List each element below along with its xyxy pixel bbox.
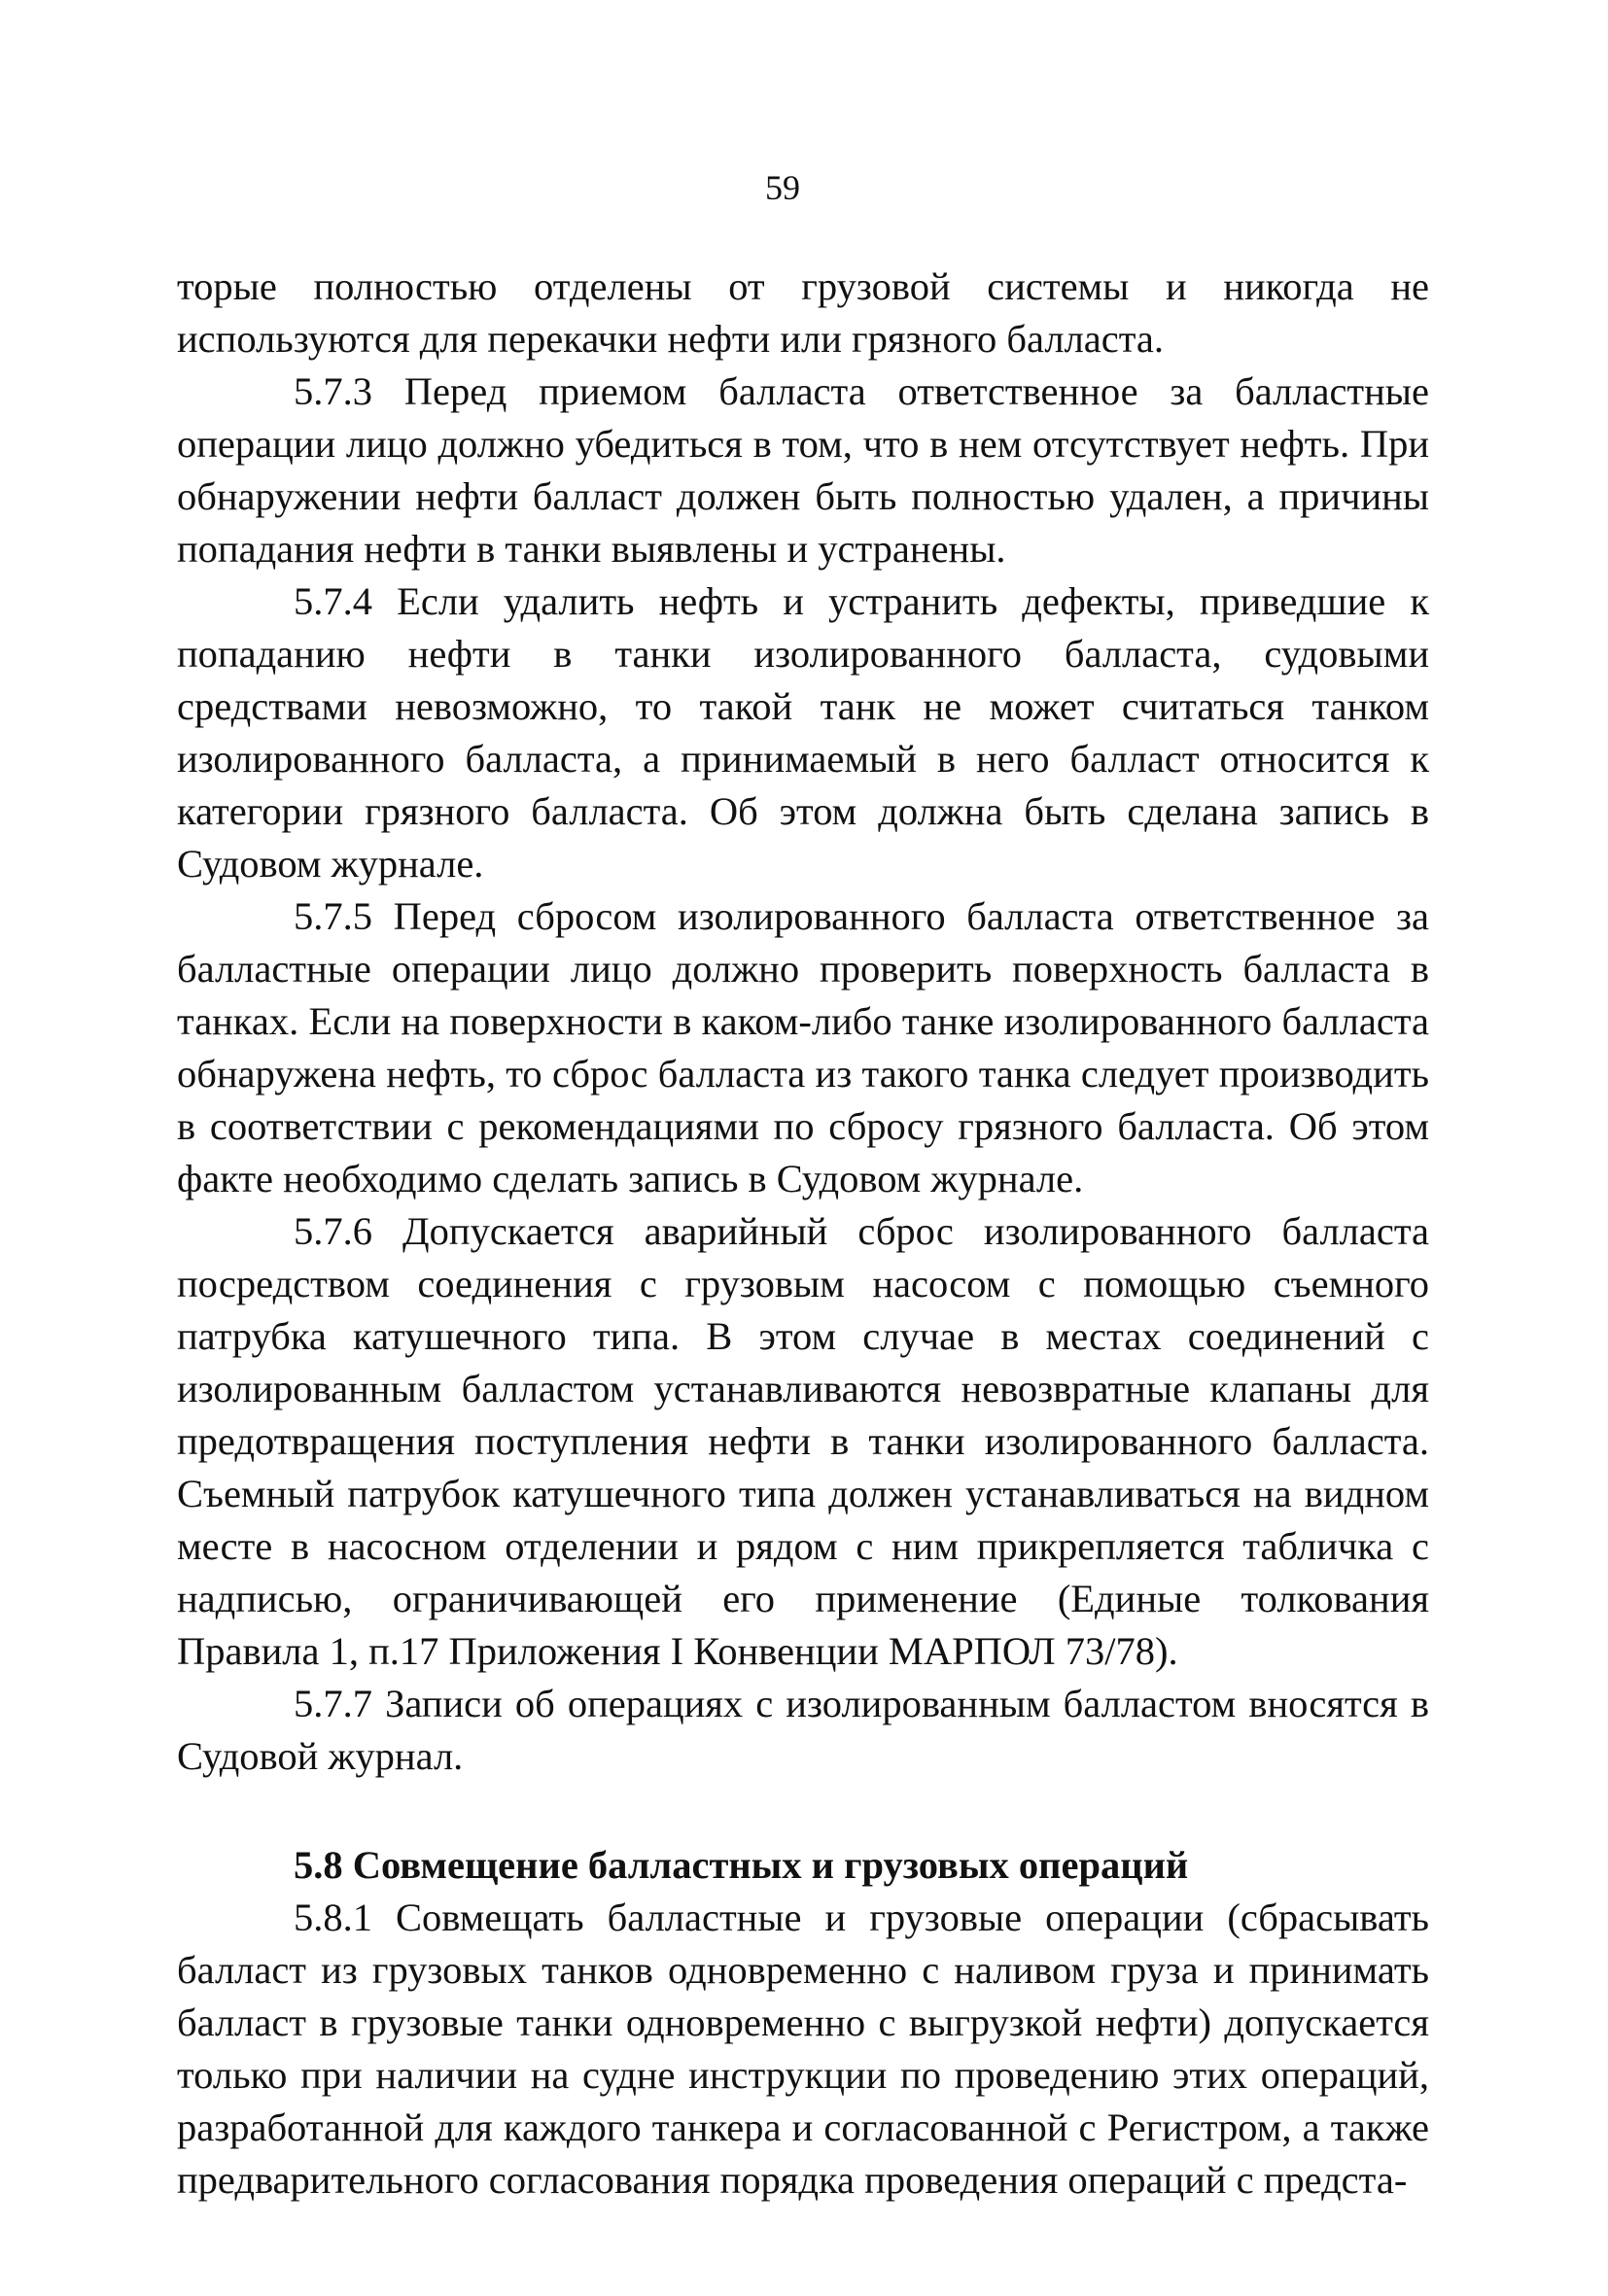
page-number: 59: [765, 168, 800, 207]
paragraph-5-8-1: 5.8.1 Совмещать балластные и грузовые операции (сбрасывать балласт из грузовых танков одновременно с наливом груза и принимать балласт в грузовые танки одновременно с выгрузкой нефти) допускается только при наличии на судне инструкции по проведению этих операций, разработанной для каждого танкера и согласованной с Регистром, а также предварительного согласования порядка проведения операций с предста-: [177, 1896, 1429, 2202]
paragraph-5-7-7: 5.7.7 Записи об операциях с изолированным балластом вносятся в Судовой журнал.: [177, 1682, 1429, 1778]
paragraph-5-7-5: 5.7.5 Перед сбросом изолированного балласта ответственное за балластные операции лицо должно проверить поверхность балласта в танках. Если на поверхности в каком-либо танке изолированного балласта обнаружена нефть, то сброс балласта из такого танка следует производить в соответствии с рекомендациями по сбросу грязного балласта. Об этом факте необходимо сделать запись в Судовом журнале.: [177, 894, 1429, 1200]
paragraph-5-7-4: 5.7.4 Если удалить нефть и устранить дефекты, приведшие к попаданию нефти в танки изолированного балласта, судовыми средствами невозможно, то такой танк не может считаться танком изолированного балласта, а принимаемый в него балласт относится к категории грязного балласта. Об этом должна быть сделана запись в Судовом журнале.: [177, 579, 1429, 886]
section-heading-5-8: 5.8 Совмещение балластных и грузовых операций: [294, 1843, 1189, 1887]
paragraph-intro: торые полностью отделены от грузовой системы и никогда не используются для перекачки нефти или грязного балласта.: [177, 264, 1429, 361]
paragraph-5-7-6: 5.7.6 Допускается аварийный сброс изолированного балласта посредством соединения с грузовым насосом с помощью съемного патрубка катушечного типа. В этом случае в местах соединений с изолированным балластом устанавливаются невозвратные клапаны для предотвращения поступления нефти в танки изолированного балласта. Съемный патрубок катушечного типа должен устанавливаться на видном месте в насосном отделении и рядом с ним прикрепляется табличка с надписью, ограничивающей его применение (Единые толкования Правила 1, п.17 Приложения I Конвенции МАРПОЛ 73/78).: [177, 1209, 1429, 1673]
body-text: [177, 261, 1429, 2207]
paragraph-5-7-3: 5.7.3 Перед приемом балласта ответственное за балластные операции лицо должно убедиться в том, что в нем отсутствует нефть. При обнаружении нефти балласт должен быть полностью удален, а причины попадания нефти в танки выявлены и устранены.: [177, 369, 1429, 571]
